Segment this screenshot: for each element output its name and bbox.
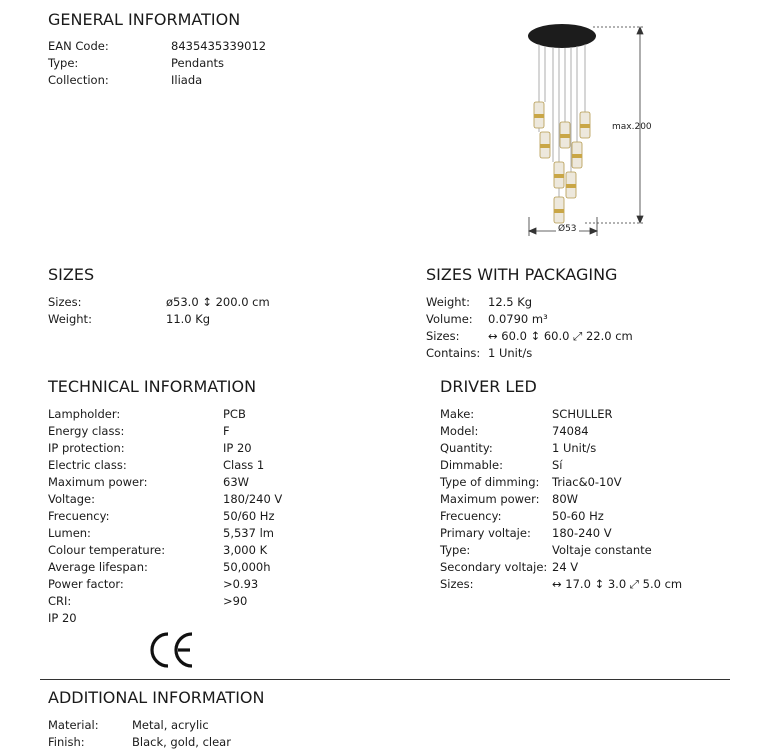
row-value: 180-240 V [552,526,612,540]
row-label: Colour temperature: [48,543,166,557]
row-value: Triac&0-10V [552,475,622,489]
row-value: 12.5 Kg [488,295,533,309]
row-value: ↔ 17.0 ↕ 3.0 ⤢ 5.0 cm [552,577,683,591]
height-dimension-label: max.200 [612,122,652,132]
row-value: >0.93 [223,577,259,591]
row-label: Average lifespan: [48,560,148,574]
row-value: 50-60 Hz [552,509,604,523]
row-value: Metal, acrylic [132,718,209,732]
row-label: Finish: [48,735,85,749]
row-label: Lampholder: [48,407,121,421]
row-label: Make: [440,407,475,421]
row-value: Class 1 [223,458,265,472]
row-value: 1 Unit/s [488,346,533,360]
row-value: F [223,424,230,438]
row-value: Voltaje constante [552,543,652,557]
row-value: IP 20 [223,441,252,455]
row-label: IP 20 [48,611,77,625]
additional-information-heading: ADDITIONAL INFORMATION [48,688,265,707]
row-value: Black, gold, clear [132,735,231,749]
row-value: 5,537 lm [223,526,274,540]
row-label: Model: [440,424,479,438]
row-value: SCHULLER [552,407,613,421]
row-label: Collection: [48,73,109,87]
row-value: 50,000h [223,560,271,574]
row-label: Type: [48,56,79,70]
row-label: EAN Code: [48,39,109,53]
row-label: Type: [440,543,471,557]
row-value: PCB [223,407,246,421]
general-information-heading: GENERAL INFORMATION [48,10,241,29]
row-label: Sizes: [48,295,82,309]
row-label: Sizes: [426,329,460,343]
driver-led-heading: DRIVER LED [440,377,537,396]
row-label: Frecuency: [48,509,110,523]
row-value: 8435435339012 [171,39,267,53]
row-value: 1 Unit/s [552,441,597,455]
row-label: Weight: [426,295,470,309]
row-value: 74084 [552,424,589,438]
diameter-dimension-label: Ø53 [558,224,577,234]
row-label: Secondary voltaje: [440,560,548,574]
row-value: 24 V [552,560,579,574]
row-value: 3,000 K [223,543,268,557]
row-value: Sí [552,458,563,472]
row-label: IP protection: [48,441,125,455]
row-label: Type of dimming: [440,475,540,489]
row-label: Electric class: [48,458,127,472]
section-divider [40,679,730,680]
row-value: 50/60 Hz [223,509,275,523]
technical-information-heading: TECHNICAL INFORMATION [48,377,257,396]
row-label: Maximum power: [48,475,148,489]
row-label: Maximum power: [440,492,540,506]
packaging-heading: SIZES WITH PACKAGING [426,265,618,284]
row-label: Dimmable: [440,458,503,472]
row-label: Contains: [426,346,481,360]
row-value: >90 [223,594,248,608]
row-label: Primary voltaje: [440,526,531,540]
row-value: ø53.0 ↕ 200.0 cm [166,295,270,309]
ce-mark-icon [148,630,196,670]
row-value: 180/240 V [223,492,283,506]
row-label: Material: [48,718,99,732]
row-value: ↔ 60.0 ↕ 60.0 ⤢ 22.0 cm [488,329,633,343]
row-label: Frecuency: [440,509,502,523]
row-label: Lumen: [48,526,91,540]
row-label: Voltage: [48,492,96,506]
row-label: Weight: [48,312,92,326]
row-value: 80W [552,492,579,506]
row-value: Pendants [171,56,225,70]
row-label: Sizes: [440,577,474,591]
row-value: 0.0790 m³ [488,312,548,326]
row-label: CRI: [48,594,72,608]
row-label: Power factor: [48,577,124,591]
row-label: Energy class: [48,424,125,438]
row-value: 63W [223,475,250,489]
row-label: Volume: [426,312,473,326]
sizes-heading: SIZES [48,265,95,284]
row-value: 11.0 Kg [166,312,211,326]
row-value: Iliada [171,73,203,87]
row-label: Quantity: [440,441,493,455]
